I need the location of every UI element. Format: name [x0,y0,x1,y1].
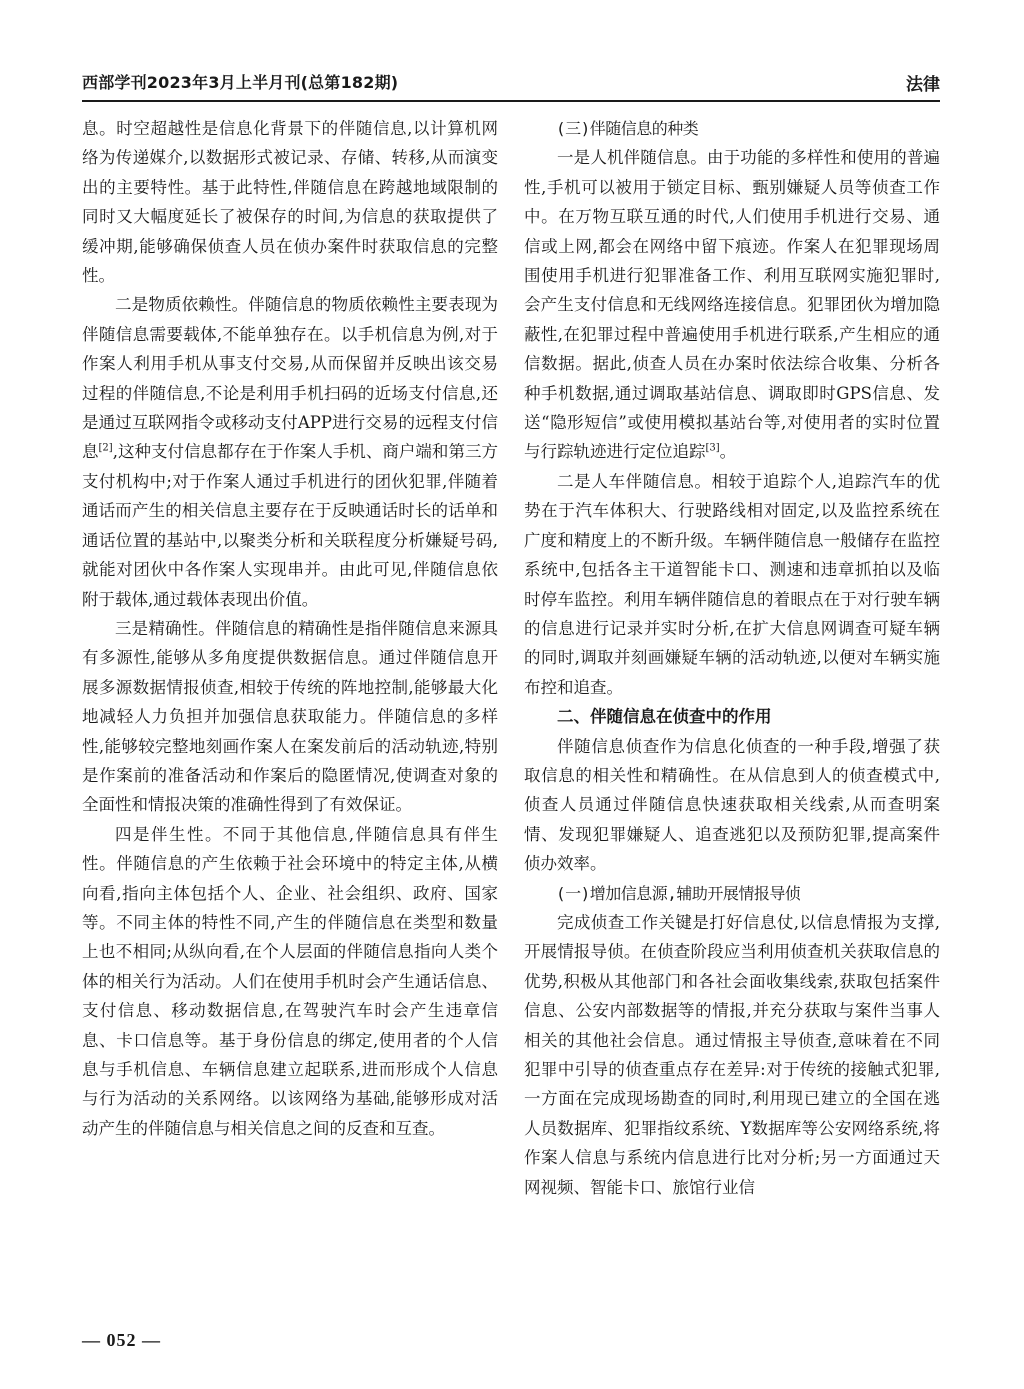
paragraph: 二是人车伴随信息。相较于追踪个人,追踪汽车的优势在于汽车体积大、行驶路线相对固定,以及监控系统在广度和精度上的不断升级。车辆伴随信息一般储存在监控系统中,包括各主干道智能卡口、测速和违章抓拍以及临时停车监控。利用车辆伴随信息的着眼点在于对行驶车辆的信息进行记录并实时分析,在扩大信息网调查可疑车辆的同时,调取并刻画嫌疑车辆的活动轨迹,以便对车辆实施布控和追查。 [524,471,940,697]
running-header [82,64,940,102]
paragraph [82,290,498,613]
paragraph: 伴随信息侦查作为信息化侦查的一种手段,增强了获取信息的相关性和精确性。在从信息到人的侦查模式中,侦查人员通过伴随信息快速获取相关线索,从而查明案情、发现犯罪嫌疑人、追查逃犯以及预防犯罪,提高案件侦办效率。 [524,736,940,874]
page-number: — 052 — [82,1330,161,1350]
paragraph: 四是伴生性。不同于其他信息,伴随信息具有伴生性。伴随信息的产生依赖于社会环境中的特定主体,从横向看,指向主体包括个人、企业、社会组织、政府、国家等。不同主体的特性不同,产生的伴随信息在类型和数量上也不相同;从纵向看,在个人层面的伴随信息指向人类个体的相关行为活动。人们在使用手机时会产生通话信息、支付信息、移动数据信息,在驾驶汽车时会产生违章信息、卡口信息等。基于身份信息的绑定,使用者的个人信息与手机信息、车辆信息建立起联系,进而形成个人信息与行为活动的关系网络。以该网络为基础,能够形成对活动产生的伴随信息与相关信息之间的反查和互查。 [82,824,498,1138]
citation-ref: [3] [705,442,720,454]
section-label: 法律 [906,75,940,95]
right-column [524,114,940,1326]
paragraph: 完成侦查工作关键是打好信息仗,以信息情报为支撑,开展情报导侦。在侦查阶段应当利用侦查机关获取信息的优势,积极从其他部门和各社会面收集线索,获取包括案件信息、公安内部数据等的情报,并充分获取与案件当事人相关的其他社会信息。通过情报主导侦查,意味着在不同犯罪中引导的侦查重点存在差异:对于传统的接触式犯罪,一方面在完成现场勘查的同时,利用现已建立的全国在逃人员数据库、犯罪指纹系统、Y数据库等公安网络系统,将作案人信息与系统内信息进行比对分析;另一方面通过天网视频、智能卡口、旅馆行业信 [524,912,940,1197]
left-column [82,114,498,1326]
citation-ref: [2] [98,442,113,454]
section-heading: 二、伴随信息在侦查中的作用 [557,707,772,727]
subsection-heading: (一)增加信息源,辅助开展情报导侦 [556,883,801,903]
paragraph-text: 二是物质依赖性。伴随信息的物质依赖性主要表现为伴随信息需要载体,不能单独存在。以手机信息为例,对于作案人利用手机从事支付交易,从而保留并反映出该交易过程的伴随信息,不论是利用手机扫码的近场支付信息,还是通过互联网指令或移动支付APP进行交易的远程支付信息 [82,295,498,462]
paragraph [524,143,940,466]
paragraph: 息。时空超越性是信息化背景下的伴随信息,以计算机网络为传递媒介,以数据形式被记录、存储、转移,从而演变出的主要特性。基于此特性,伴随信息在跨越地域限制的同时又大幅度延长了被保存的时间,为信息的获取提供了缓冲期,能够确保侦查人员在侦办案件时获取信息的完整性。 [82,119,498,286]
paragraph: 三是精确性。伴随信息的精确性是指伴随信息来源具有多源性,能够从多角度提供数据信息。通过伴随信息开展多源数据情报侦查,相较于传统的阵地控制,能够最大化地减轻人力负担并加强信息获取能力。伴随信息的多样性,能够较完整地刻画作案人在案发前后的活动轨迹,特别是作案前的准备活动和作案后的隐匿情况,使调查对象的全面性和情报决策的准确性得到了有效保证。 [82,618,498,815]
paragraph-text: ,这种支付信息都存在于作案人手机、商户端和第三方支付机构中;对于作案人通过手机进行的团伙犯罪,伴随着通话而产生的相关信息主要存在于反映通话时长的话单和通话位置的基站中,以聚类分析和关联程度分析嫌疑号码,就能对团伙中各作案人实现串并。由此可见,伴随信息依附于载体,通过载体表现出价值。 [82,442,498,609]
paragraph-text: 一是人机伴随信息。由于功能的多样性和使用的普遍性,手机可以被用于锁定目标、甄别嫌疑人员等侦查工作中。在万物互联互通的时代,人们使用手机进行交易、通信或上网,都会在网络中留下痕迹。作案人在犯罪现场周围使用手机进行犯罪准备工作、利用互联网实施犯罪时,会产生支付信息和无线网络连接信息。犯罪团伙为增加隐蔽性,在犯罪过程中普遍使用手机进行联系,产生相应的通信数据。据此,侦查人员在办案时依法综合收集、分析各种手机数据,通过调取基站信息、调取即时GPS信息、发送“隐形短信”或使用模拟基站台等,对使用者的实时位置与行踪轨迹进行定位追踪 [524,148,940,462]
subsection-heading: (三)伴随信息的种类 [556,119,699,138]
paragraph-text: 。 [719,442,737,462]
journal-issue-title: 西部学刊2023年3月上半月刊(总第182期) [82,73,399,92]
